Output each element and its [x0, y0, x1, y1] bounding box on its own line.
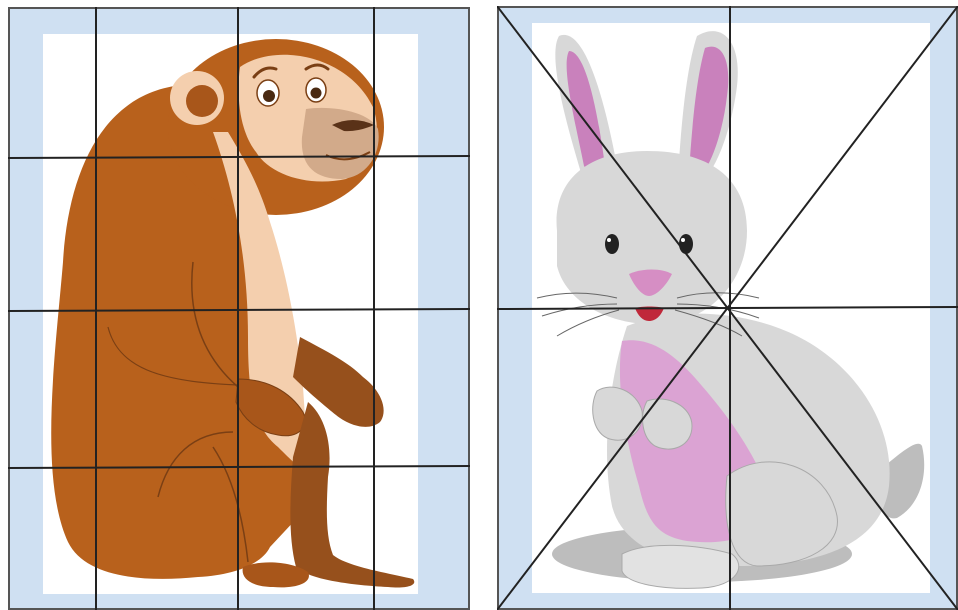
monkey-pupil-left	[263, 90, 275, 102]
rabbit-head	[557, 151, 747, 324]
rabbit-eye-right	[679, 234, 693, 254]
monkey-pupil-right	[311, 88, 322, 99]
monkey-puzzle-svg	[8, 7, 470, 610]
monkey-ear-inner	[186, 85, 218, 117]
rabbit-eye-left	[605, 234, 619, 254]
monkey-puzzle	[8, 7, 470, 610]
rabbit-foot	[622, 545, 739, 588]
rabbit-eye-left-shine	[607, 238, 611, 242]
rabbit-puzzle	[497, 6, 958, 610]
rabbit-eye-right-shine	[681, 238, 685, 242]
rabbit-puzzle-svg	[497, 6, 958, 610]
